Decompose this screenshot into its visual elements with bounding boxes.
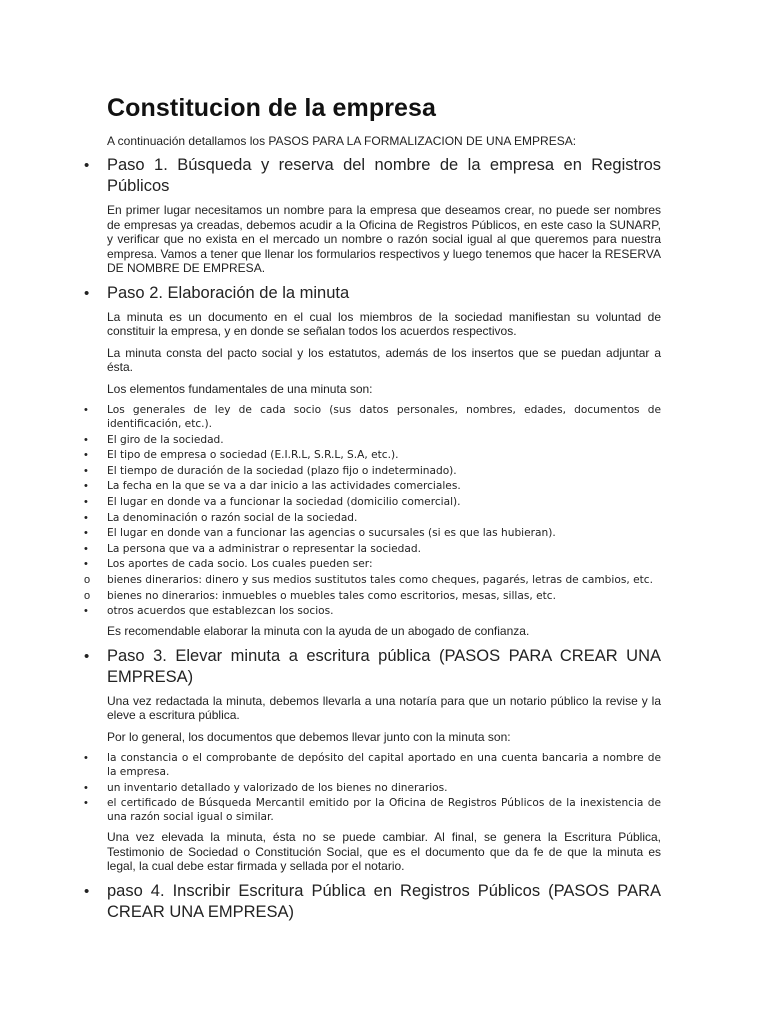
- required-documents-list: [84, 751, 661, 824]
- list-item: • La persona que va a administrar o representar la sociedad.: [84, 542, 421, 555]
- step-1-heading: [84, 155, 661, 197]
- bullet-icon: •: [84, 558, 88, 571]
- circle-bullet-icon: o: [84, 589, 91, 602]
- bullet-icon: •: [84, 480, 88, 493]
- step-1-paragraph: En primer lugar necesitamos un nombre para la empresa que deseamos crear, no puede ser nombres de empresas ya creadas, debemos acudir a la Oficina de Registros Públicos, en este caso la SUNARP, y verificar que no exista en el mercado un nombre o razón social igual al que queremos para nuestra empresa. Vamos a tener que llenar los formularios respectivos y luego tenemos que hacer la RESERVA DE NOMBRE DE EMPRESA.: [107, 203, 661, 275]
- step-3-paragraph-3: Una vez elevada la minuta, ésta no se puede cambiar. Al final, se genera la Escritura Pública, Testimonio de Sociedad o Constitución Social, que es el documento que da fe de que la minuta es legal, la cual debe estar firmada y sellada por el notario.: [107, 830, 661, 874]
- bullet-icon: •: [84, 511, 88, 524]
- list-item: • La fecha en la que se va a dar inicio a las actividades comerciales.: [84, 480, 461, 493]
- intro-text: A continuación detallamos los PASOS PARA LA FORMALIZACION DE UNA EMPRESA:: [107, 134, 577, 148]
- bullet-icon: •: [84, 464, 88, 477]
- list-item: • La denominación o razón social de la sociedad.: [84, 511, 358, 524]
- step-1-heading-text: Paso 1. Búsqueda y reserva del nombre de la empresa en Registros Públicos: [107, 156, 661, 195]
- step-4-heading: [84, 881, 661, 923]
- list-item: • el certificado de Búsqueda Mercantil emitido por la Oficina de Registros Públicos de la inexistencia de una razón social igual o similar.: [84, 797, 661, 824]
- step-4-heading-text: paso 4. Inscribir Escritura Pública en Registros Públicos (PASOS PARA CREAR UNA EMPRESA): [107, 881, 661, 921]
- list-item: • El lugar en donde va a funcionar la sociedad (domicilio comercial).: [84, 495, 461, 508]
- list-item: • Los generales de ley de cada socio (sus datos personales, nombres, edades, documentos de identificación, etc.).: [84, 404, 661, 430]
- step-2-paragraph-3: Los elementos fundamentales de una minuta son:: [107, 381, 373, 396]
- step-3-heading: [84, 646, 661, 688]
- sub-list-item: o bienes no dinerarios: inmuebles o muebles tales como escritorios, mesas, sillas, etc.: [84, 589, 556, 602]
- step-2-heading: [84, 283, 661, 304]
- bullet-icon: •: [84, 882, 90, 900]
- list-item: • El lugar en donde van a funcionar las agencias o sucursales (si es que las hubieran).: [84, 527, 556, 540]
- step-3-heading-text: Paso 3. Elevar minuta a escritura pública (PASOS PARA CREAR UNA EMPRESA): [107, 646, 661, 686]
- list-item: • El tipo de empresa o sociedad (E.I.R.L, S.R.L, S.A, etc.).: [84, 449, 399, 462]
- bullet-icon: •: [84, 542, 88, 555]
- bullet-icon: •: [84, 284, 90, 302]
- step-2-heading-text: Paso 2. Elaboración de la minuta: [107, 283, 350, 302]
- bullet-icon: •: [84, 433, 88, 446]
- list-item: • otros acuerdos que establezcan los socios.: [84, 605, 334, 618]
- step-2-paragraph-1: La minuta es un documento en el cual los miembros de la sociedad manifiestan su voluntad de constituir la empresa, y en donde se señalan todos los acuerdos respectivos.: [107, 309, 661, 338]
- list-item: • la constancia o el comprobante de depósito del capital aportado en una cuenta bancaria a nombre de la empresa.: [84, 752, 661, 779]
- list-item: • El giro de la sociedad.: [84, 433, 224, 446]
- bullet-icon: •: [84, 781, 88, 794]
- step-2-paragraph-4: Es recomendable elaborar la minuta con la ayuda de un abogado de confianza.: [107, 624, 530, 639]
- bullet-icon: •: [84, 752, 88, 765]
- bullet-icon: •: [84, 797, 88, 810]
- bullet-icon: •: [84, 495, 88, 508]
- step-3-paragraph-1: Una vez redactada la minuta, debemos llevarla a una notaría para que un notario público la revise y la eleve a escritura pública.: [107, 693, 661, 723]
- circle-bullet-icon: o: [84, 573, 91, 586]
- minuta-elements-list: [84, 403, 661, 618]
- bullet-icon: •: [84, 404, 88, 416]
- bullet-icon: •: [84, 449, 88, 462]
- bullet-icon: •: [84, 605, 88, 618]
- list-item: • un inventario detallado y valorizado de los bienes no dinerarios.: [84, 781, 448, 794]
- bullet-icon: •: [84, 647, 90, 665]
- bullet-icon: •: [84, 157, 90, 174]
- list-item: • Los aportes de cada socio. Los cuales pueden ser:: [84, 558, 373, 571]
- sub-list-item: o bienes dinerarios: dinero y sus medios sustitutos tales como cheques, pagarés, letras de cambios, etc.: [84, 573, 653, 586]
- bullet-icon: •: [84, 527, 88, 540]
- step-2-paragraph-2: La minuta consta del pacto social y los estatutos, además de los insertos que se puedan adjuntar a ésta.: [107, 345, 661, 374]
- list-item: • El tiempo de duración de la sociedad (plazo fijo o indeterminado).: [84, 464, 457, 477]
- document-title: Constitucion de la empresa: [107, 94, 437, 122]
- step-3-paragraph-2: Por lo general, los documentos que debemos llevar junto con la minuta son:: [107, 729, 511, 744]
